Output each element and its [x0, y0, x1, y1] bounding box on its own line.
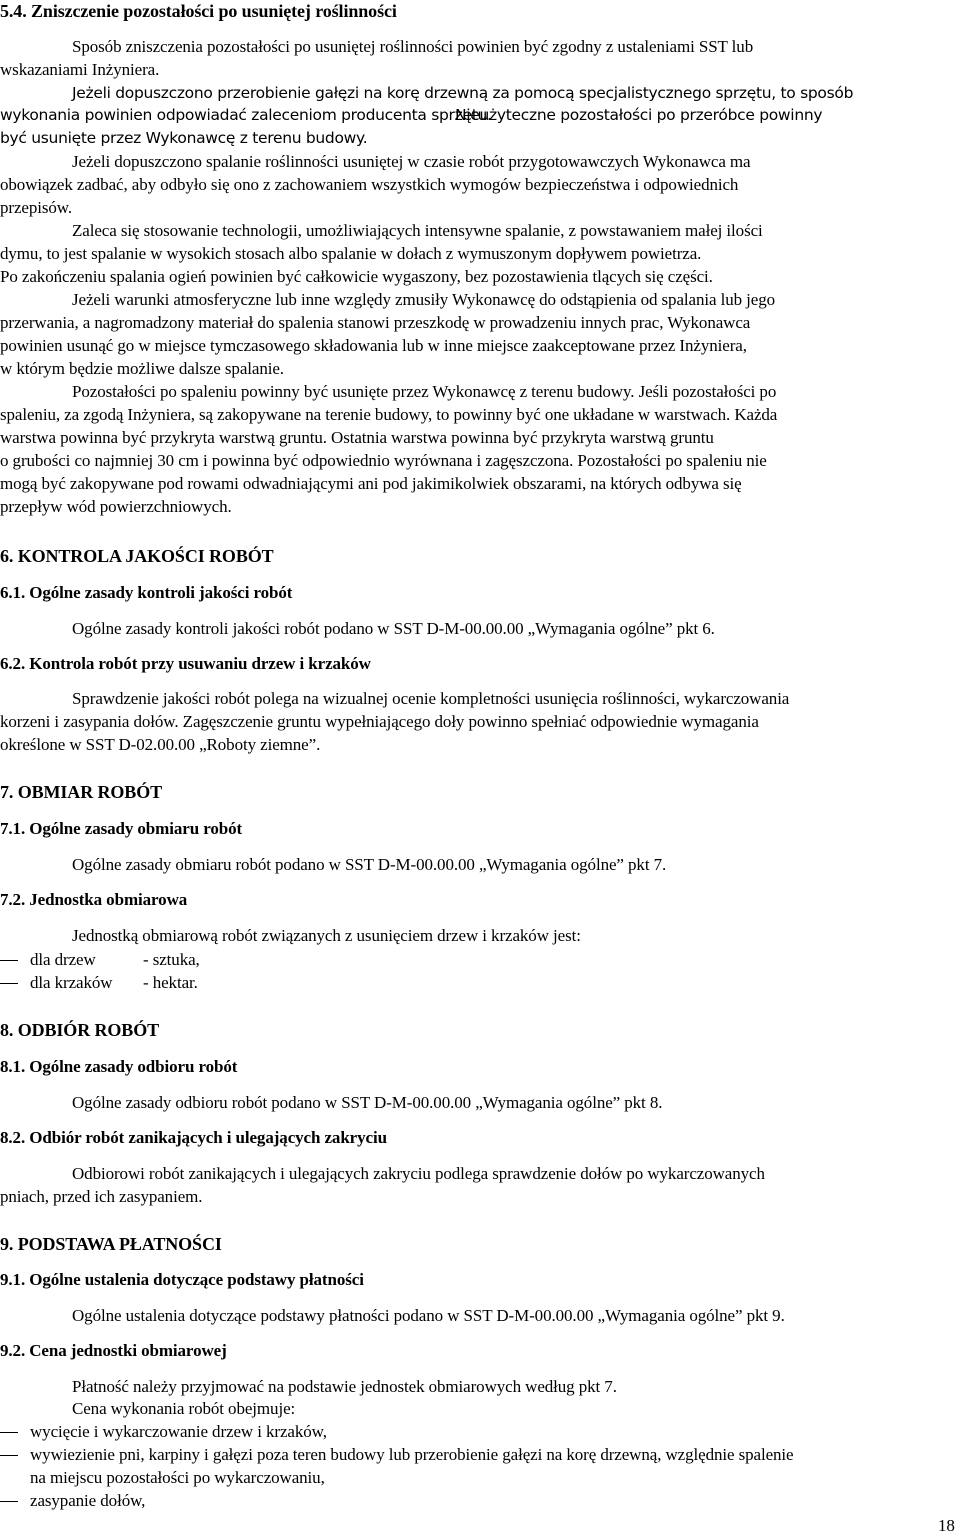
- list-item-value: - sztuka,: [143, 950, 200, 969]
- paragraph-line: pniach, przed ich zasypaniem.: [0, 1187, 203, 1206]
- paragraph-line: przerwania, a nagromadzony materiał do spalenia stanowi przeszkodę w prowadzeniu innych prac, Wykonawca: [0, 313, 751, 332]
- paragraph-line: Jeżeli dopuszczono przerobienie gałęzi na korę drzewną za pomocą specjalistycznego sprzętu, to sposób: [72, 84, 854, 102]
- paragraph-line: Jeżeli warunki atmosferyczne lub inne względy zmusiły Wykonawcę do odstąpienia od spalania lub jego: [72, 290, 776, 309]
- subsection-heading-6-2: 6.2. Kontrola robót przy usuwaniu drzew i krzaków: [0, 654, 371, 673]
- paragraph-line: określone w SST D-02.00.00 „Roboty ziemne”.: [0, 735, 321, 754]
- paragraph-line: warstwa powinna być przykryta warstwą gruntu. Ostatnia warstwa powinna być przykryta warstwą gruntu: [0, 428, 714, 447]
- paragraph-line: Pozostałości po spaleniu powinny być usunięte przez Wykonawcę z terenu budowy. Jeśli pozostałości po: [72, 382, 777, 401]
- paragraph-line: Sprawdzenie jakości robót polega na wizualnej ocenie kompletności usunięcia roślinności, wykarczowania: [72, 689, 790, 708]
- list-item: wywiezienie pni, karpiny i gałęzi poza teren budowy lub przerobienie gałęzi na korę drzewną, względnie spalenie: [30, 1445, 794, 1464]
- section-heading-5-4: 5.4. Zniszczenie pozostałości po usuniętej roślinności: [0, 1, 397, 21]
- list-item-continuation: na miejscu pozostałości po wykarczowaniu,: [30, 1468, 325, 1487]
- paragraph-line: dymu, to jest spalanie w wysokich stosach albo spalanie w dołach z wymuszonym dopływem powietrza.: [0, 244, 702, 263]
- paragraph-line: Płatność należy przyjmować na podstawie jednostek obmiarowych według pkt 7.: [72, 1377, 617, 1396]
- list-dash: [0, 1455, 18, 1456]
- list-item: wycięcie i wykarczowanie drzew i krzaków,: [30, 1422, 327, 1441]
- subsection-heading-8-2: 8.2. Odbiór robót zanikających i ulegających zakryciu: [0, 1128, 387, 1147]
- paragraph-line: Odbiorowi robót zanikających i ulegających zakryciu podlega sprawdzenie dołów po wykarczowanych: [72, 1164, 765, 1183]
- paragraph-line: przepisów.: [0, 198, 73, 217]
- list-dash: [0, 983, 18, 984]
- paragraph-line: przepływ wód powierzchniowych.: [0, 497, 232, 516]
- list-dash: [0, 1501, 18, 1502]
- paragraph-line: Ogólne zasady kontroli jakości robót podano w SST D-M-00.00.00 „Wymagania ogólne” pkt 6.: [72, 619, 715, 638]
- list-item-value: - hektar.: [143, 973, 198, 992]
- paragraph-line: Sposób zniszczenia pozostałości po usuniętej roślinności powinien być zgodny z ustaleniami SST lub: [72, 37, 754, 56]
- subsection-heading-8-1: 8.1. Ogólne zasady odbioru robót: [0, 1057, 238, 1076]
- list-dash: [0, 1432, 18, 1433]
- paragraph-line: Ogólne zasady odbioru robót podano w SST D-M-00.00.00 „Wymagania ogólne” pkt 8.: [72, 1093, 663, 1112]
- section-heading-9: 9. PODSTAWA PŁATNOŚCI: [0, 1234, 222, 1254]
- paragraph-line: korzeni i zasypania dołów. Zagęszczenie gruntu wypełniającego doły powinno spełniać odpowiednie wymagania: [0, 712, 759, 731]
- subsection-heading-9-1: 9.1. Ogólne ustalenia dotyczące podstawy płatności: [0, 1270, 364, 1289]
- list-item-label: dla drzew: [30, 950, 96, 969]
- paragraph-line: Jeżeli dopuszczono spalanie roślinności usuniętej w czasie robót przygotowawczych Wykonawca ma: [72, 152, 751, 171]
- section-heading-8: 8. ODBIÓR ROBÓT: [0, 1020, 160, 1040]
- paragraph-line: powinien usunąć go w miejsce tymczasowego składowania lub w inne miejsce zaakceptowane przez Inżyniera,: [0, 336, 747, 355]
- paragraph-line: spaleniu, za zgodą Inżyniera, są zakopywane na terenie budowy, to powinny być one układane w warstwach. Każda: [0, 405, 778, 424]
- paragraph-line: Nieużyteczne pozostałości po przeróbce powinny: [455, 106, 823, 124]
- paragraph-line: w którym będzie możliwe dalsze spalanie.: [0, 359, 284, 378]
- paragraph-line: Jednostką obmiarową robót związanych z usunięciem drzew i krzaków jest:: [72, 926, 581, 945]
- paragraph-line: Ogólne ustalenia dotyczące podstawy płatności podano w SST D-M-00.00.00 „Wymagania ogólne” pkt 9.: [72, 1306, 785, 1325]
- section-heading-6: 6. KONTROLA JAKOŚCI ROBÓT: [0, 546, 274, 566]
- paragraph-line: Zaleca się stosowanie technologii, umożliwiających intensywne spalanie, z powstawaniem małej ilości: [72, 221, 763, 240]
- paragraph-line: o grubości co najmniej 30 cm i powinna być odpowiednio wyrównana i zagęszczona. Pozostałości po spaleniu nie: [0, 451, 767, 470]
- paragraph-line: obowiązek zadbać, aby odbyło się ono z zachowaniem wszystkich wymogów bezpieczeństwa i odpowiednich: [0, 175, 739, 194]
- subsection-heading-7-1: 7.1. Ogólne zasady obmiaru robót: [0, 819, 243, 838]
- paragraph-line: wykonania powinien odpowiadać zaleceniom producenta sprzętu.: [0, 106, 492, 124]
- paragraph-line: mogą być zakopywane pod rowami odwadniającymi ani pod jakimikolwiek obszarami, na których odbywa się: [0, 474, 742, 493]
- page-number: 18: [938, 1516, 955, 1535]
- paragraph-line: Ogólne zasady obmiaru robót podano w SST D-M-00.00.00 „Wymagania ogólne” pkt 7.: [72, 855, 667, 874]
- paragraph-line: wskazaniami Inżyniera.: [0, 60, 160, 79]
- paragraph-line: być usunięte przez Wykonawcę z terenu budowy.: [0, 129, 368, 147]
- paragraph-line: Po zakończeniu spalania ogień powinien być całkowicie wygaszony, bez pozostawienia tlących się części.: [0, 267, 713, 286]
- list-item-label: dla krzaków: [30, 973, 113, 992]
- list-item: zasypanie dołów,: [30, 1491, 146, 1510]
- subsection-heading-9-2: 9.2. Cena jednostki obmiarowej: [0, 1341, 227, 1360]
- list-dash: [0, 960, 18, 961]
- paragraph-line: Cena wykonania robót obejmuje:: [72, 1399, 296, 1418]
- subsection-heading-6-1: 6.1. Ogólne zasady kontroli jakości robót: [0, 583, 293, 602]
- subsection-heading-7-2: 7.2. Jednostka obmiarowa: [0, 890, 188, 909]
- section-heading-7: 7. OBMIAR ROBÓT: [0, 782, 163, 802]
